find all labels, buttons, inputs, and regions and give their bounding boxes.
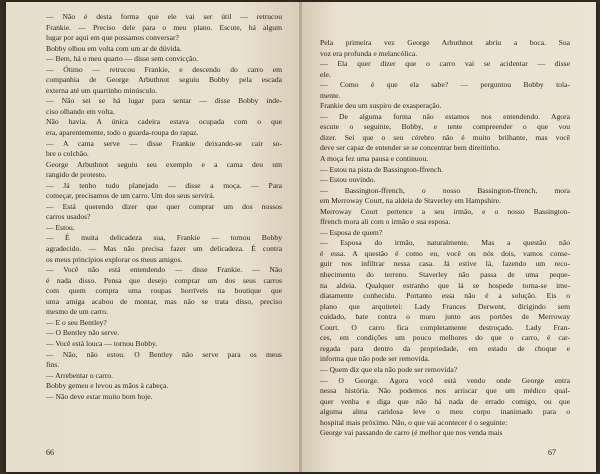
text-line: bre o colchão. <box>46 149 89 159</box>
text-line: — Arrebentar o carro. <box>46 370 114 380</box>
text-line: rangido de protesto. <box>46 170 107 180</box>
text-line: — Ela quer dizer que o carro vai se acidentar — disse <box>320 59 570 69</box>
text-line: carros usados? <box>46 212 91 222</box>
text-line: com quem compra uma roupas horríveis na boutique que <box>46 286 282 296</box>
text-line: lugar por aqui em que possamos conversar? <box>46 33 179 43</box>
text-line: guir nos infiltrar nessa casa. Já estive lá, fazendo um reco- <box>320 259 570 269</box>
right-page-text <box>320 38 570 439</box>
left-page <box>6 2 300 472</box>
text-line: alguma alma caridosa leve o meu corpo inanimado para o <box>320 407 570 417</box>
text-line: — Como é que ela sabe? — perguntou Bobby tola- <box>320 80 570 90</box>
text-line: — Não, não estou. O Bentley não serve para os meus <box>46 349 282 359</box>
text-line: — A cama serve — disse Frankie deixando-se cair so- <box>46 138 282 148</box>
text-line: os meus princípios explorar os meus amigos. <box>46 254 183 264</box>
left-page-text <box>46 12 282 402</box>
text-line: — Bem, há o meu quarto — disse sem convicção. <box>46 54 199 64</box>
text-line: fins. <box>46 360 60 370</box>
text-line: — Estou. <box>46 222 75 232</box>
text-line: — Ótimo — retrucou Frankie, e descendo do carro em <box>46 64 282 74</box>
text-line: George vai passando de carro (é melhor que nos venda mais <box>320 428 503 438</box>
text-line: escute o seguinte, Bobby, e tente compreender o que vou <box>320 122 570 132</box>
text-line: — Não é desta forma que ele vai ser útil — retrucou <box>46 12 282 21</box>
text-line: mesmo de um carro. <box>46 307 108 317</box>
text-line: — Você está louca — tornou Bobby. <box>46 338 158 348</box>
text-line: nessa história. Não podemos nos arriscar que um médico qual- <box>320 386 570 396</box>
text-line: regada para dentro da propriedade, em estado de choque e <box>320 343 570 353</box>
text-line: Merroway Court pertence a seu irmão, e o nosso Bassington- <box>320 206 570 216</box>
text-line: — O George. Agora você está vendo onde George entra <box>320 375 570 385</box>
text-line: agradecido. — Mas não precisa fazer um delicadeza. É contra <box>46 244 282 254</box>
text-line: Frankie. — Preciso dele para o meu plano. Escute, há algum <box>46 22 282 32</box>
text-line: uma amiga acabou de montar, mas não se trata disso, preciso <box>46 296 282 306</box>
text-line: — Você não está entendendo — disse Frankie. — Não <box>46 265 282 275</box>
text-line: — Bassington-ffrench, o nosso Bassington-ffrench, mora <box>320 185 570 195</box>
text-line: em Merroway Court, na aldeia de Staverley em Hampshire. <box>320 196 501 206</box>
text-line: — Está querendo dizer que quer comprar um dos nossos <box>46 201 282 211</box>
text-line: na aldeia. Qualquer estranho que lá se hospede torna-se ime- <box>320 280 570 290</box>
text-line: ciso olhando em volta. <box>46 106 115 116</box>
right-page <box>302 2 596 472</box>
text-line: plano que arquitetei: Lady Frances Derwent, dirigindo sem <box>320 301 570 311</box>
text-line: Pela primeira vez George Arbuthnot abriu a boca. Sua <box>320 38 570 47</box>
text-line: voz era profunda e melancólica. <box>320 48 418 58</box>
right-page-number: 67 <box>548 448 556 457</box>
text-line: — Estou ouvindo. <box>320 175 376 185</box>
text-line: ffrench mora ali com o irmão e sua esposa. <box>320 217 451 227</box>
text-line: George Arbuthnot seguiu seu exemplo e a cama deu um <box>46 159 282 169</box>
text-line: diatamente conhecido. Portanto essa não é a solução. Eis o <box>320 291 570 301</box>
text-line: informa que não pode ser removida. <box>320 354 430 364</box>
text-line: quer venha e diga que não há nada de errado comigo, ou que <box>320 396 570 406</box>
text-line: nhecimento do terreno. Staverley não passa de uma peque- <box>320 270 570 280</box>
text-line: — Esposa de quem? <box>320 227 383 237</box>
text-line: Frankie deu um suspiro de exasperação. <box>320 101 442 111</box>
text-line: — Estou na pista de Bassington-ffrench. <box>320 164 444 174</box>
text-line: — O Bentley não serve. <box>46 328 120 338</box>
text-line: era, aparentemente, todo o guarda-roupa do rapaz. <box>46 128 199 138</box>
text-line: externa até um quartinho minúsculo. <box>46 85 158 95</box>
text-line: Não havia. A única cadeira estava ocupada com o que <box>46 117 282 127</box>
open-book <box>6 2 596 472</box>
text-line: — De alguma forma não estamos nos entendendo. Agora <box>320 111 570 121</box>
text-line: dizer. Sei que o seu cérebro não é muito brilhante, mas você <box>320 132 570 142</box>
text-line: hospital mais próximo. Não, o que vai acontecer é o seguinte: <box>320 417 508 427</box>
text-line: Court. O carro fica completamente destroçado. Lady Fran- <box>320 322 570 332</box>
text-line: — Esposa do irmão, naturalmente. Mas a questão não <box>320 238 570 248</box>
text-line: Bobby olhou em volta com um ar de dúvida. <box>46 43 182 53</box>
text-line: — É muita delicadeza sua, Frankie — tornou Bobby <box>46 233 282 243</box>
text-line: companhia de George Arbuthnot seguiu Bobby pela escada <box>46 75 282 85</box>
text-line: — Não deve estar muito bom hoje. <box>46 391 153 401</box>
text-line: — Não sei se há lugar para sentar — disse Bobby inde- <box>46 96 282 106</box>
text-line: começar, precisamos de um carro. Um dos seus servirá. <box>46 191 215 201</box>
text-line: ele. <box>320 69 331 79</box>
text-line: mente. <box>320 90 341 100</box>
text-line: cuidado, bate contra o muro junto aos portões de Merroway <box>320 312 570 322</box>
text-line: A moça fez uma pausa e continuou. <box>320 154 429 164</box>
text-line: — Quem diz que ela não pode ser removida? <box>320 364 458 374</box>
text-line: Bobby gemeu e levou as mãos à cabeça. <box>46 381 169 391</box>
text-line: — Já tenho tudo planejado — disse a moça. — Para <box>46 180 282 190</box>
text-line: ces, em condições um pouco melhores do que o carro, é car- <box>320 333 570 343</box>
text-line: deve ser capaz de entender se se concentrar bem direitinho. <box>320 143 501 153</box>
text-line: — E o seu Bentley? <box>46 317 107 327</box>
text-line: é nada disso. Pensa que desejo comprar um dos seus carros <box>46 275 282 285</box>
text-line: é essa. A questão é como eu, você ou nós dois, vamos conse- <box>320 248 570 258</box>
left-page-number: 66 <box>46 448 54 457</box>
